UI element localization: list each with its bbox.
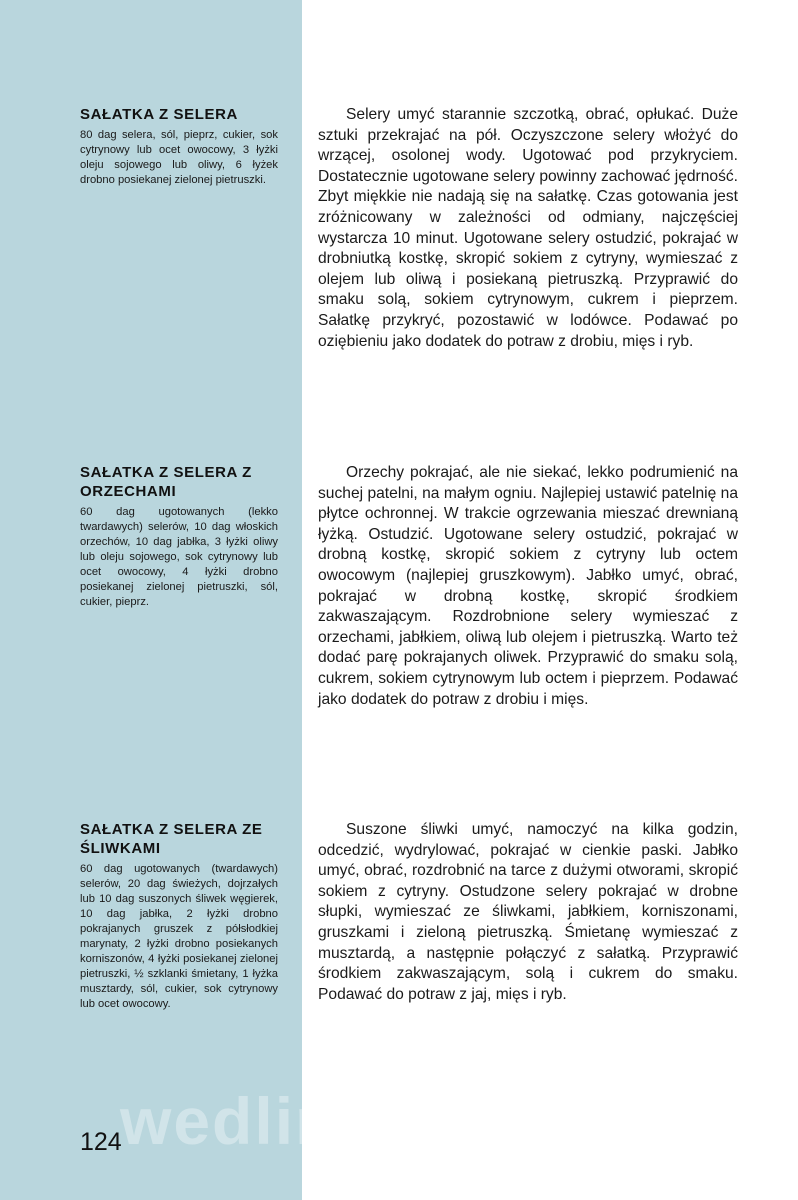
recipe-title-celery-walnut-salad: SAŁATKA Z SELERA Z ORZECHAMI (80, 464, 252, 500)
recipe-ingredients-celery-salad: 80 dag selera, sól, pieprz, cukier, sok cytrynowy lub ocet owocowy, 3 łyżki oleju sojowego lub oliwy, 6 łyżek drobno posiekanej zielonej pietruszki. (80, 129, 278, 186)
watermark: wedlinydomowe.pl (120, 1084, 739, 1158)
recipe-title-celery-plum-salad: SAŁATKA Z SELERA ZE ŚLIWKAMI (80, 821, 263, 857)
recipe-title-celery-salad: SAŁATKA Z SELERA (80, 106, 238, 123)
recipe-instructions-celery-salad: Selery umyć starannie szczotką, obrać, opłukać. Duże sztuki przekrajać na pół. Oczyszczone selery włożyć do wrzącej, osolonej wody. Ugotować pod przykryciem. Dostatecznie ugotowane selery powinny zachować jędrność. Zbyt miękkie nie nadają się na sałatkę. Czas gotowania jest zróżnicowany w zależności od odmiany, najczęściej wystarcza 10 minut. Ugotowane selery ostudzić, pokrajać w drobniutką kostkę, skropić sokiem z cytryny, wymieszać z olejem lub oliwą i posiekaną pietruszką. Przyprawić do smaku solą, sokiem cytrynowym, cukrem i pieprzem. Sałatkę przykryć, pozostawić w lodówce. Podawać po oziębieniu jako dodatek do potraw z drobiu, mięs i ryb. (318, 106, 738, 350)
page-number: 124 (80, 1128, 122, 1156)
recipe-instructions-celery-plum-salad: Suszone śliwki umyć, namoczyć na kilka godzin, odcedzić, wydrylować, pokrajać w cienkie paski. Jabłko umyć, obrać, rozdrobnić na tarce z dużymi otworami, skropić sokiem z cytryny. Ostudzone selery pokrajać w drobne słupki, wymieszać ze śliwkami, jabłkiem, korniszonami, gruszkami i zieloną pietruszką. Śmietanę wymieszać z musztardą, a następnie połączyć z sałatką. Przyprawić środkiem zakwaszającym, solą i cukrem do smaku. Podawać do potraw z jaj, mięs i ryb. (318, 821, 738, 1003)
recipe-ingredients-celery-walnut-salad: 60 dag ugotowanych (lekko twardawych) selerów, 10 dag włoskich orzechów, 10 dag jabłka, 3 łyżki oliwy lub oleju sojowego, sok cytrynowy lub ocet owocowy, 4 łyżki drobno posiekanej zielonej pietruszki, sól, cukier, pieprz. (80, 506, 278, 608)
recipe-instructions-celery-walnut-salad: Orzechy pokrajać, ale nie siekać, lekko podrumienić na suchej patelni, na małym ogniu. Najlepiej ustawić patelnię na płytce ochronnej. W trakcie ogrzewania mieszać drewnianą łyżką. Ostudzić. Ugotowane selery ostudzić, pokrajać w drobną kostkę, skropić sokiem z cytryny lub octem owocowym (najlepiej gruszkowym). Jabłko umyć, obrać, pokrajać w drobną kostkę, skropić środkiem zakwaszającym. Rozdrobnione selery wymieszać z orzechami, jabłkiem, oliwą lub olejem i pietruszką. Warto też dodać parę pokrajanych oliwek. Przyprawić do smaku solą, cukrem, sokiem cytrynowym lub octem i pieprzem. Podawać jako dodatek do potraw z drobiu i mięs. (318, 464, 738, 708)
recipe-ingredients-celery-plum-salad: 60 dag ugotowanych (twardawych) selerów, 20 dag świeżych, dojrzałych lub 10 dag suszonych śliwek węgierek, 10 dag jabłka, 2 łyżki drobno pokrajanych gruszek z półsłodkiej marynaty, 2 łyżki drobno posiekanych korniszonów, 4 łyżki posiekanej zielonej pietruszki, ½ szklanki śmietany, 1 łyżka musztardy, sól, cukier, sok cytrynowy lub ocet owocowy. (80, 863, 278, 1010)
